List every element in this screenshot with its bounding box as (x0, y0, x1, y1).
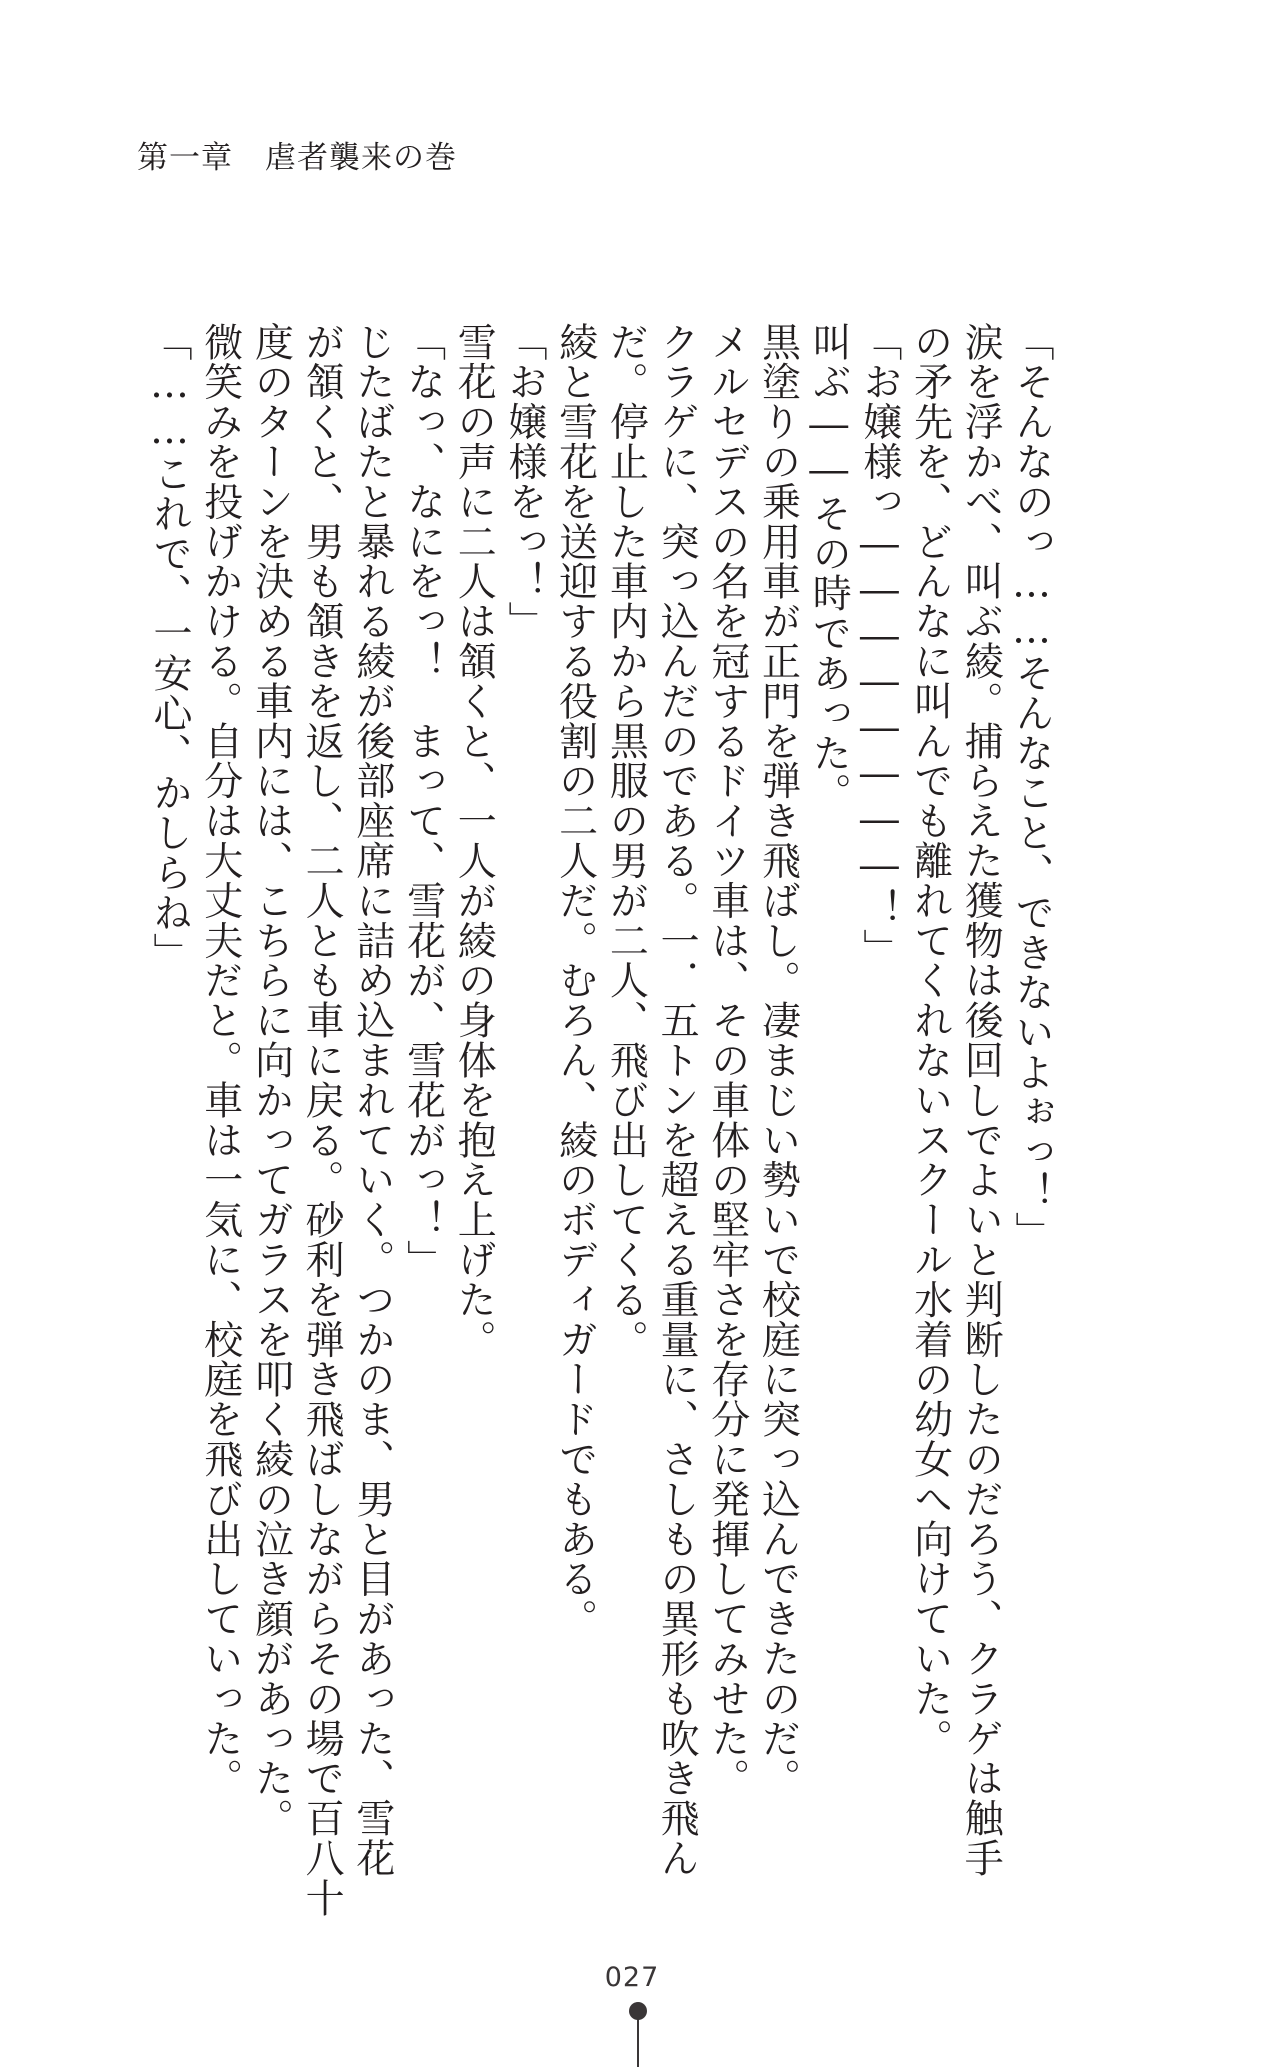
text-line: メルセデスの名を冠するドイツ車は、その車体の堅牢さを存分に発揮してみせた。 (704, 322, 750, 1799)
text-line: 「お嬢様っ――――――――！」 (856, 322, 902, 969)
text-line: じたばたと暴れる綾が後部座席に詰め込まれていく。つかのま、男と目があった、雪花 (349, 322, 395, 1879)
text-line: 「お嬢様をっ！」 (501, 322, 547, 642)
text-line: クラゲに、突っ込んだのである。一．五トンを超える重量に、さしもの異形も吹き飛ん (654, 322, 700, 1879)
running-head-chapter-title: 第一章 虐者襲来の巻 (137, 140, 457, 176)
text-line: 「……これで、一安心、かしらね」 (147, 322, 193, 973)
page-marker-line (637, 2019, 639, 2067)
text-line: だ。停止した車内から黒服の男が二人、飛び出してくる。 (603, 322, 649, 1360)
text-line: 涙を浮かべ、叫ぶ綾。捕らえた獲物は後回しでよいと判断したのだろう、クラゲは触手 (958, 322, 1004, 1879)
page-number: 027 (604, 1962, 660, 1993)
text-line: 度のターンを決める車内には、こちらに向かってガラスを叩く綾の泣き顔があった。 (248, 322, 294, 1839)
text-line: 雪花の声に二人は頷くと、一人が綾の身体を抱え上げた。 (451, 322, 497, 1360)
text-line: が頷くと、男も頷きを返し、二人とも車に戻る。砂利を弾き飛ばしながらその場で百八十 (299, 322, 345, 1918)
text-line: 微笑みを投げかける。自分は大丈夫だと。車は一気に、校庭を飛び出していった。 (197, 322, 243, 1799)
text-line: 黒塗りの乗用車が正門を弾き飛ばし。凄まじい勢いで校庭に突っ込んできたのだ。 (755, 322, 801, 1799)
text-line: 「そんなのっ……そんなこと、できないよぉっ！」 (1009, 322, 1054, 1252)
vertical-body-text (143, 322, 1056, 1918)
text-line: 叫ぶ――その時であった。 (806, 322, 852, 813)
text-line: 「なっ、なにをっ！ まって、雪花が、雪花がっ！」 (400, 322, 446, 1280)
page-marker-dot (629, 2002, 647, 2020)
text-line: の矛先を、どんなに叫んでも離れてくれないスクール水着の幼女へ向けていた。 (907, 322, 953, 1759)
text-line: 綾と雪花を送迎する役割の二人だ。むろん、綾のボディガードでもある。 (552, 322, 598, 1639)
